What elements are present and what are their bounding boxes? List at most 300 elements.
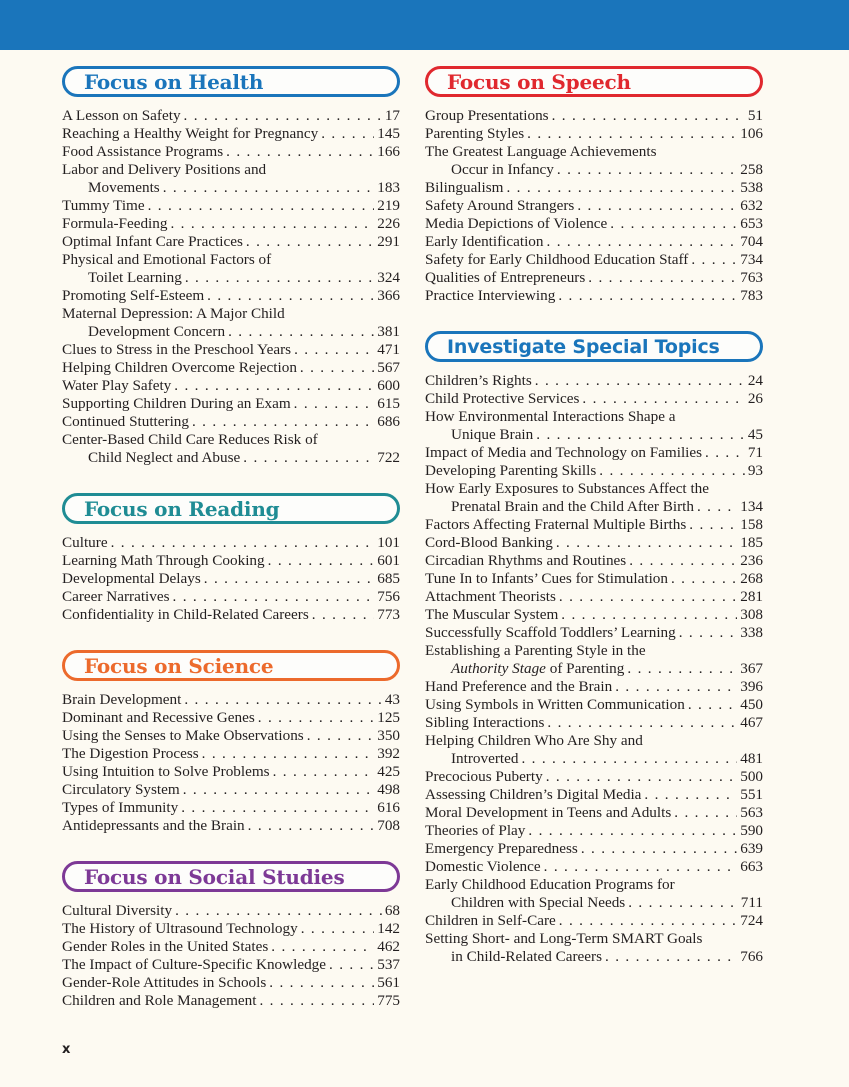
toc-entry-title: Tummy Time [62, 197, 145, 214]
dot-leader [226, 143, 374, 161]
toc-entry-title: Factors Affecting Fraternal Multiple Births [425, 516, 687, 533]
dot-leader [294, 341, 374, 359]
section-title-speech: Focus on Speech [447, 69, 631, 94]
toc-entry[interactable] [62, 781, 400, 799]
toc-entry[interactable] [62, 992, 400, 1010]
toc-entry-title-line1: Labor and Delivery Positions and [62, 161, 267, 178]
toc-entry[interactable] [425, 107, 763, 125]
toc-entry-title-line1: Helping Children Who Are Shy and [425, 732, 643, 749]
toc-entry-page: 392 [377, 745, 400, 762]
toc-entry-page: 773 [377, 606, 400, 623]
toc-entry-page: 366 [377, 287, 400, 304]
toc-entry-page: 24 [747, 372, 763, 389]
toc-entry[interactable] [425, 678, 763, 696]
toc-entry[interactable] [62, 799, 400, 817]
toc-entry[interactable] [62, 745, 400, 763]
dot-leader [691, 251, 737, 269]
toc-entry-title-line1: Establishing a Parenting Style in the [425, 642, 646, 659]
toc-entry-page: 590 [740, 822, 763, 839]
toc-entry-page: 338 [740, 624, 763, 641]
toc-entry-title: Developing Parenting Skills [425, 462, 597, 479]
toc-entry-page: 663 [740, 858, 763, 875]
toc-entry[interactable] [62, 125, 400, 143]
toc-entry-page: 537 [377, 956, 400, 973]
toc-entry-title: Early Identification [425, 233, 544, 250]
toc-entry-title: Formula-Feeding [62, 215, 168, 232]
toc-entry-page: 291 [377, 233, 400, 250]
toc-entry-page: 68 [384, 902, 400, 919]
dot-leader [321, 125, 374, 143]
dot-leader [577, 197, 737, 215]
toc-entry[interactable] [62, 215, 400, 233]
toc-entry[interactable] [425, 179, 763, 197]
section-header-health [62, 66, 400, 97]
dot-leader [184, 691, 381, 709]
toc-entry[interactable] [425, 269, 763, 287]
toc-entry-page: 756 [377, 588, 400, 605]
toc-entry-page: 708 [377, 817, 400, 834]
toc-entry-title: Sibling Interactions [425, 714, 545, 731]
dot-leader [557, 161, 737, 179]
dot-leader [111, 534, 375, 552]
dot-leader [184, 107, 382, 125]
toc-entry-title-line2: in Child-Related Careers [451, 948, 602, 965]
toc-entry-title: The Digestion Process [62, 745, 199, 762]
toc-entry[interactable] [62, 534, 400, 552]
toc-entry[interactable] [425, 390, 763, 408]
toc-entry-title: The Impact of Culture-Specific Knowledge [62, 956, 327, 973]
dot-leader [506, 179, 737, 197]
dot-leader [536, 426, 745, 444]
entry-list-science [62, 691, 400, 835]
section-header-special [425, 331, 763, 362]
dot-leader [528, 822, 737, 840]
toc-entry[interactable] [425, 444, 763, 462]
dot-leader [301, 920, 375, 938]
toc-entry-page: 500 [740, 768, 763, 785]
toc-entry-title-line2: Toilet Learning [88, 269, 182, 286]
toc-entry-page: 481 [740, 750, 763, 767]
toc-entry-title: Impact of Media and Technology on Families [425, 444, 703, 461]
dot-leader [202, 745, 375, 763]
toc-entry-title: Children in Self-Care [425, 912, 556, 929]
toc-entry[interactable] [62, 341, 400, 359]
toc-entry-page: 616 [377, 799, 400, 816]
toc-entry[interactable] [62, 938, 400, 956]
toc-entry[interactable] [62, 143, 400, 161]
toc-entry-title: Learning Math Through Cooking [62, 552, 265, 569]
section-header-speech [425, 66, 763, 97]
dot-leader [561, 606, 737, 624]
toc-entry-title: The Muscular System [425, 606, 559, 623]
dot-leader [181, 799, 374, 817]
toc-entry-title: Domestic Violence [425, 858, 541, 875]
toc-entry-title: A Lesson on Safety [62, 107, 181, 124]
dot-leader [269, 974, 374, 992]
toc-entry-page: 685 [377, 570, 400, 587]
toc-entry-title: Child Protective Services [425, 390, 580, 407]
toc-entry[interactable] [425, 642, 763, 678]
dot-leader [559, 588, 737, 606]
toc-entry[interactable] [425, 408, 763, 444]
toc-entry-page: 653 [740, 215, 763, 232]
toc-entry-title: Media Depictions of Violence [425, 215, 608, 232]
dot-leader [582, 390, 744, 408]
toc-entry[interactable] [425, 251, 763, 269]
toc-entry-title-line1: The Greatest Language Achievements [425, 143, 657, 160]
dot-leader [300, 359, 374, 377]
toc-entry[interactable] [425, 624, 763, 642]
toc-entry-page: 183 [377, 179, 400, 196]
section-title-special: Investigate Special Topics [447, 335, 720, 358]
toc-entry-title: Cord-Blood Banking [425, 534, 553, 551]
toc-entry-title: Cultural Diversity [62, 902, 173, 919]
toc-entry-page: 281 [740, 588, 763, 605]
toc-entry-page: 268 [740, 570, 763, 587]
toc-entry[interactable] [62, 359, 400, 377]
toc-entry[interactable] [425, 588, 763, 606]
toc-entry[interactable] [62, 233, 400, 251]
toc-entry-title: Parenting Styles [425, 125, 525, 142]
toc-entry[interactable] [425, 125, 763, 143]
dot-leader [307, 727, 375, 745]
toc-entry[interactable] [62, 570, 400, 588]
toc-entry-title-line1: Maternal Depression: A Major Child [62, 305, 285, 322]
dot-leader [175, 902, 382, 920]
toc-entry-page: 724 [740, 912, 763, 929]
toc-entry-title-line1: Early Childhood Education Programs for [425, 876, 675, 893]
section-focus-on-science [62, 650, 400, 835]
dot-leader [170, 215, 374, 233]
toc-entry[interactable] [425, 768, 763, 786]
toc-entry-title: Emergency Preparedness [425, 840, 578, 857]
toc-entry-page: 185 [740, 534, 763, 551]
dot-leader [273, 763, 375, 781]
toc-entry[interactable] [62, 920, 400, 938]
dot-leader [163, 179, 375, 197]
toc-entry-page: 686 [377, 413, 400, 430]
left-column [62, 66, 400, 1036]
toc-entry-title: The History of Ultrasound Technology [62, 920, 298, 937]
toc-entry-title: Successfully Scaffold Toddlers’ Learning [425, 624, 676, 641]
dot-leader [527, 125, 737, 143]
toc-entry-title: Bilingualism [425, 179, 504, 196]
dot-leader [679, 624, 737, 642]
toc-entry-title: Brain Development [62, 691, 182, 708]
toc-entry-page: 158 [740, 516, 763, 533]
toc-entry-page: 471 [377, 341, 400, 358]
toc-entry-title: Practice Interviewing [425, 287, 556, 304]
toc-entry-title-line2: Introverted [451, 750, 519, 767]
dot-leader [627, 660, 737, 678]
toc-entry-page: 538 [740, 179, 763, 196]
toc-entry[interactable] [425, 480, 763, 516]
dot-leader [556, 534, 737, 552]
toc-entry[interactable] [425, 804, 763, 822]
toc-entry-title: Gender Roles in the United States [62, 938, 269, 955]
toc-entry[interactable] [425, 287, 763, 305]
section-header-reading [62, 493, 400, 524]
toc-entry[interactable] [425, 552, 763, 570]
toc-entry[interactable] [425, 197, 763, 215]
dot-leader [689, 516, 737, 534]
dot-leader [271, 938, 374, 956]
dot-leader [558, 287, 737, 305]
dot-leader [705, 444, 745, 462]
dot-leader [246, 233, 374, 251]
section-header-science [62, 650, 400, 681]
toc-entry-page: 226 [377, 215, 400, 232]
toc-entry-title-line1: Physical and Emotional Factors of [62, 251, 272, 268]
toc-entry-page: 308 [740, 606, 763, 623]
toc-entry[interactable] [425, 912, 763, 930]
toc-entry-page: 258 [740, 161, 763, 178]
toc-entry[interactable] [62, 763, 400, 781]
toc-entry-title: Types of Immunity [62, 799, 179, 816]
toc-entry-title: Using Symbols in Written Communication [425, 696, 685, 713]
toc-entry[interactable] [62, 727, 400, 745]
toc-entry-page: 551 [740, 786, 763, 803]
toc-entry-page: 145 [377, 125, 400, 142]
toc-entry-page: 367 [740, 660, 763, 677]
toc-entry-title: Using the Senses to Make Observations [62, 727, 304, 744]
dot-leader [610, 215, 737, 233]
toc-entry-title: Precocious Puberty [425, 768, 543, 785]
toc-entry-title-line2: Children with Special Needs [451, 894, 626, 911]
toc-entry-title: Supporting Children During an Exam [62, 395, 291, 412]
dot-leader [605, 948, 737, 966]
toc-entry[interactable] [425, 822, 763, 840]
dot-leader [207, 287, 374, 305]
toc-entry-page: 775 [377, 992, 400, 1009]
toc-entry[interactable] [62, 107, 400, 125]
toc-entry[interactable] [425, 858, 763, 876]
toc-entry-title-italic: Authority Stage [451, 660, 546, 677]
toc-entry[interactable] [425, 714, 763, 732]
toc-entry-page: 17 [384, 107, 400, 124]
dot-leader [183, 781, 375, 799]
toc-entry[interactable] [425, 372, 763, 390]
toc-entry-title: Helping Children Overcome Rejection [62, 359, 297, 376]
dot-leader [258, 709, 374, 727]
section-header-social [62, 861, 400, 892]
toc-entry-title-line2: Unique Brain [451, 426, 534, 443]
toc-entry-title-line2: Child Neglect and Abuse [88, 449, 241, 466]
section-focus-on-social-studies [62, 861, 400, 1010]
toc-entry[interactable] [425, 606, 763, 624]
toc-entry[interactable] [425, 462, 763, 480]
toc-entry-title: Hand Preference and the Brain [425, 678, 613, 695]
section-title-health: Focus on Health [84, 69, 264, 94]
toc-entry-title: Confidentiality in Child-Related Careers [62, 606, 309, 623]
toc-entry-page: 722 [377, 449, 400, 466]
toc-entry-title: Circulatory System [62, 781, 180, 798]
toc-entry[interactable] [425, 696, 763, 714]
toc-entry-title-line2: Development Concern [88, 323, 226, 340]
dot-leader [294, 395, 375, 413]
toc-entry-title: Developmental Delays [62, 570, 201, 587]
toc-entry[interactable] [425, 840, 763, 858]
toc-entry-page: 711 [740, 894, 763, 911]
dot-leader [268, 552, 375, 570]
toc-entry[interactable] [62, 431, 400, 467]
dot-leader [671, 570, 737, 588]
toc-entry-page: 567 [377, 359, 400, 376]
dot-leader [546, 768, 738, 786]
section-investigate-special-topics [425, 331, 763, 966]
toc-entry[interactable] [425, 876, 763, 912]
toc-entry-page: 615 [377, 395, 400, 412]
dot-leader [228, 323, 374, 341]
toc-entry-page: 498 [377, 781, 400, 798]
dot-leader [243, 449, 374, 467]
toc-entry[interactable] [62, 251, 400, 287]
toc-entry-page: 381 [377, 323, 400, 340]
toc-entry[interactable] [62, 197, 400, 215]
toc-entry[interactable] [62, 709, 400, 727]
entry-list-health [62, 107, 400, 467]
entry-list-social [62, 902, 400, 1010]
toc-entry-title: Circadian Rhythms and Routines [425, 552, 627, 569]
toc-entry-page: 324 [377, 269, 400, 286]
toc-entry-title: Moral Development in Teens and Adults [425, 804, 672, 821]
toc-entry[interactable] [62, 606, 400, 624]
dot-leader [688, 696, 737, 714]
toc-entry-page: 71 [747, 444, 763, 461]
toc-entry[interactable] [62, 305, 400, 341]
toc-entry-title-line1: Setting Short- and Long-Term SMART Goals [425, 930, 703, 947]
toc-entry[interactable] [425, 233, 763, 251]
dot-leader [544, 858, 738, 876]
page-number: x [62, 1042, 71, 1057]
toc-entry-page: 26 [747, 390, 763, 407]
toc-entry[interactable] [425, 570, 763, 588]
toc-entry[interactable] [62, 817, 400, 835]
dot-leader [559, 912, 737, 930]
toc-entry-page: 93 [747, 462, 763, 479]
section-focus-on-speech [425, 66, 763, 305]
toc-entry-title: Tune In to Infants’ Cues for Stimulation [425, 570, 668, 587]
toc-entry-page: 639 [740, 840, 763, 857]
dot-leader [148, 197, 375, 215]
dot-leader [547, 233, 738, 251]
toc-entry-page: 734 [740, 251, 763, 268]
dot-leader [174, 377, 374, 395]
dot-leader [552, 107, 745, 125]
toc-entry-page: 43 [384, 691, 400, 708]
toc-entry[interactable] [425, 534, 763, 552]
dot-leader [547, 714, 737, 732]
toc-entry-page: 450 [740, 696, 763, 713]
toc-entry-title: Reaching a Healthy Weight for Pregnancy [62, 125, 319, 142]
toc-entry-page: 396 [740, 678, 763, 695]
toc-entry-page: 142 [377, 920, 400, 937]
toc-entry-page: 134 [740, 498, 763, 515]
toc-entry[interactable] [62, 395, 400, 413]
toc-entry-title-line2 [451, 660, 624, 678]
toc-entry-title: Safety for Early Childhood Education Staff [425, 251, 689, 268]
dot-leader [674, 804, 737, 822]
toc-entry[interactable] [425, 215, 763, 233]
toc-entry[interactable] [62, 287, 400, 305]
dot-leader [329, 956, 374, 974]
section-focus-on-health [62, 66, 400, 467]
toc-entry-title: Qualities of Entrepreneurs [425, 269, 586, 286]
toc-entry-title: Culture [62, 534, 108, 551]
toc-entry-title: Theories of Play [425, 822, 526, 839]
dot-leader [259, 992, 374, 1010]
toc-entry[interactable] [62, 413, 400, 431]
toc-entry-title: Career Narratives [62, 588, 170, 605]
toc-entry[interactable] [62, 956, 400, 974]
toc-entry-title: Children and Role Management [62, 992, 257, 1009]
toc-entry-page: 467 [740, 714, 763, 731]
toc-entry-title: Continued Stuttering [62, 413, 189, 430]
toc-entry[interactable] [62, 902, 400, 920]
toc-entry-page: 601 [377, 552, 400, 569]
toc-entry-page: 125 [377, 709, 400, 726]
toc-entry-page: 563 [740, 804, 763, 821]
toc-entry[interactable] [425, 143, 763, 179]
toc-entry[interactable] [425, 516, 763, 534]
toc-entry-title: Group Presentations [425, 107, 549, 124]
toc-entry-page: 600 [377, 377, 400, 394]
toc-entry[interactable] [425, 786, 763, 804]
toc-entry-title-line2: Prenatal Brain and the Child After Birth [451, 498, 694, 515]
toc-entry[interactable] [62, 552, 400, 570]
entry-list-special [425, 372, 763, 966]
dot-leader [629, 552, 737, 570]
dot-leader [312, 606, 374, 624]
toc-entry[interactable] [62, 974, 400, 992]
dot-leader [192, 413, 374, 431]
toc-entry-title: Children’s Rights [425, 372, 532, 389]
toc-entry[interactable] [62, 161, 400, 197]
toc-entry[interactable] [62, 588, 400, 606]
section-title-science: Focus on Science [84, 653, 274, 678]
toc-entry-page: 425 [377, 763, 400, 780]
toc-entry-page: 106 [740, 125, 763, 142]
toc-entry-title: Optimal Infant Care Practices [62, 233, 243, 250]
toc-entry-title: Promoting Self-Esteem [62, 287, 205, 304]
toc-entry-page: 219 [377, 197, 400, 214]
dot-leader [615, 678, 737, 696]
dot-leader [644, 786, 737, 804]
toc-entry[interactable] [425, 732, 763, 768]
toc-entry-title: Food Assistance Programs [62, 143, 224, 160]
toc-entry-title-line1: How Environmental Interactions Shape a [425, 408, 676, 425]
entry-list-reading [62, 534, 400, 624]
toc-entry-title-line1: How Early Exposures to Substances Affect the [425, 480, 710, 497]
section-title-social: Focus on Social Studies [84, 864, 345, 889]
toc-entry-title: Water Play Safety [62, 377, 172, 394]
toc-entry-title: Using Intuition to Solve Problems [62, 763, 270, 780]
toc-entry[interactable] [62, 377, 400, 395]
top-color-bar [0, 0, 849, 50]
toc-entry[interactable] [62, 691, 400, 709]
dot-leader [521, 750, 737, 768]
toc-entry-title-line2: Movements [88, 179, 160, 196]
dot-leader [185, 269, 374, 287]
dot-leader [599, 462, 745, 480]
toc-entry-page: 783 [740, 287, 763, 304]
toc-entry-page: 561 [377, 974, 400, 991]
toc-entry-page: 632 [740, 197, 763, 214]
toc-entry-page: 51 [747, 107, 763, 124]
toc-entry-page: 101 [377, 534, 400, 551]
dot-leader [628, 894, 738, 912]
toc-entry[interactable] [425, 930, 763, 966]
